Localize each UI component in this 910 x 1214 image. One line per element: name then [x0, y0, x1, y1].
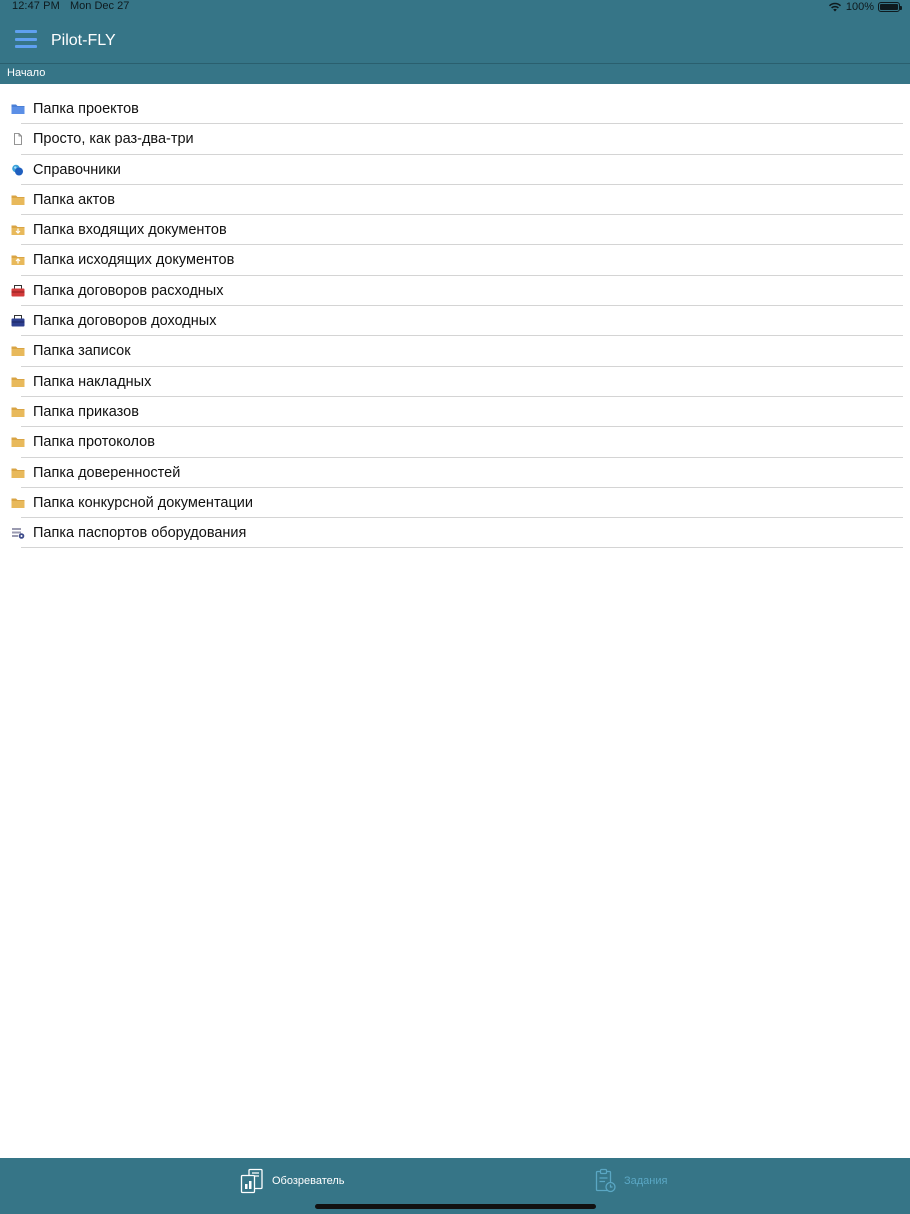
- list-item-label: Папка входящих документов: [33, 222, 227, 239]
- home-indicator: [315, 1204, 596, 1209]
- list-item-label: Папка конкурсной документации: [33, 494, 253, 511]
- list-item-label: Справочники: [33, 161, 121, 178]
- list-item-label: Папка накладных: [33, 373, 152, 390]
- list-item-label: Папка договоров доходных: [33, 313, 217, 330]
- tab-tasks-label: Задания: [624, 1175, 668, 1187]
- status-indicators: [828, 0, 900, 13]
- divider: [21, 547, 903, 548]
- list-item-label: Папка доверенностей: [33, 464, 181, 481]
- list-item[interactable]: [0, 427, 910, 457]
- list-item[interactable]: [0, 458, 910, 488]
- breadcrumb-bar: [0, 63, 910, 84]
- status-date: Mon Dec 27: [70, 0, 130, 12]
- folder-icon: [11, 436, 25, 448]
- folder-icon: [11, 467, 25, 479]
- status-time: 12:47 PM: [12, 0, 60, 12]
- top-bar: [0, 0, 910, 63]
- list-item[interactable]: [0, 336, 910, 366]
- folder-icon: [11, 194, 25, 206]
- list-item[interactable]: [0, 94, 910, 124]
- tab-browser[interactable]: [240, 1168, 345, 1194]
- list-item-label: Папка протоколов: [33, 434, 155, 451]
- equipment-passport-icon: [11, 527, 25, 539]
- list-item-label: Папка актов: [33, 191, 115, 208]
- list-item-label: Папка паспортов оборудования: [33, 525, 247, 542]
- breadcrumb[interactable]: Начало: [7, 67, 46, 79]
- folder-icon: [11, 376, 25, 388]
- list-item[interactable]: [0, 155, 910, 185]
- browser-tab-icon: [240, 1168, 266, 1194]
- wifi-icon: [828, 2, 842, 12]
- list-item-label: Просто, как раз-два-три: [33, 131, 194, 148]
- list-item[interactable]: [0, 124, 910, 154]
- list-item[interactable]: [0, 306, 910, 336]
- folder-icon: [11, 345, 25, 357]
- red-briefcase-icon: [11, 285, 25, 297]
- list-item[interactable]: [0, 245, 910, 275]
- blue-briefcase-icon: [11, 315, 25, 327]
- tasks-clipboard-icon: [594, 1168, 618, 1194]
- battery-percent: 100%: [845, 0, 874, 13]
- outgoing-folder-icon: [11, 254, 25, 266]
- incoming-folder-icon: [11, 224, 25, 236]
- list-item-label: Папка договоров расходных: [33, 282, 224, 299]
- list-item[interactable]: [0, 518, 910, 548]
- app-title: Pilot-FLY: [51, 32, 116, 49]
- list-item-label: Папка приказов: [33, 403, 139, 420]
- list-item[interactable]: [0, 488, 910, 518]
- tab-browser-label: Обозреватель: [272, 1175, 345, 1187]
- tab-tasks[interactable]: [594, 1168, 667, 1194]
- document-icon: [11, 133, 25, 145]
- hamburger-menu-icon[interactable]: [15, 30, 37, 48]
- blue-folder-icon: [11, 103, 25, 115]
- list-item[interactable]: [0, 397, 910, 427]
- folder-icon: [11, 406, 25, 418]
- battery-icon: [878, 2, 900, 12]
- list-item-label: Папка записок: [33, 343, 131, 360]
- list-item-label: Папка проектов: [33, 101, 139, 117]
- list-item[interactable]: [0, 215, 910, 245]
- folder-list: [0, 94, 910, 548]
- list-item[interactable]: [0, 276, 910, 306]
- list-item-label: Папка исходящих документов: [33, 252, 235, 269]
- reference-books-icon: [11, 164, 25, 176]
- folder-icon: [11, 497, 25, 509]
- list-item[interactable]: [0, 185, 910, 215]
- list-item[interactable]: [0, 367, 910, 397]
